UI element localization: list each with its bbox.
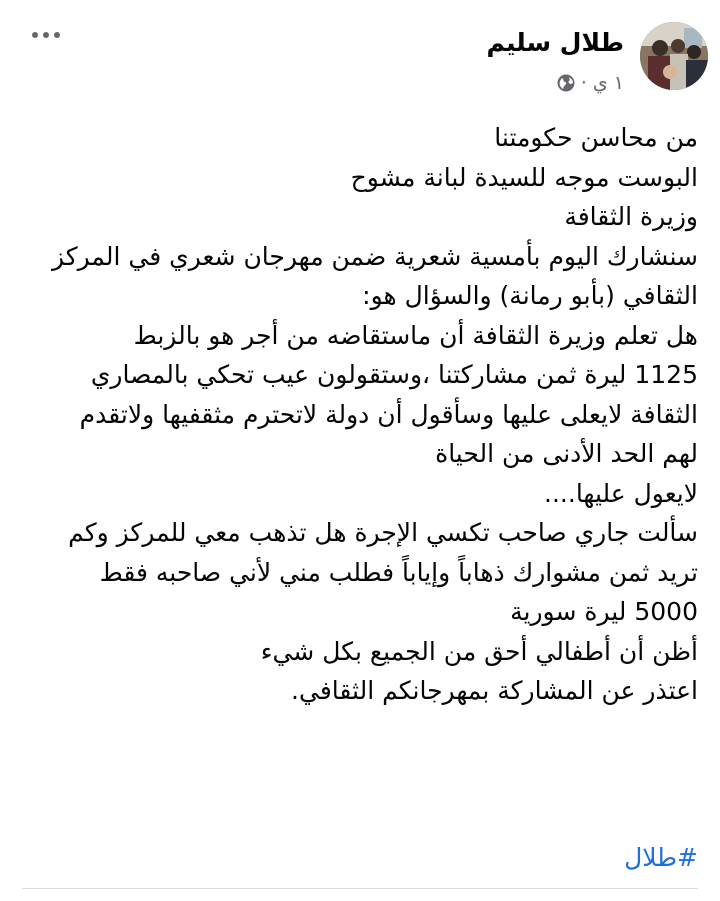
globe-icon — [557, 74, 575, 92]
post-line: تريد ثمن مشوارك ذهاباً وإياباً فطلب مني لأني صاحبه فقط — [99, 557, 698, 587]
post-line: هل تعلم وزيرة الثقافة أن ماستقاضه من أجر هو بالزبط — [133, 320, 698, 350]
post-line: من محاسن حكومتنا — [494, 123, 698, 152]
post-line: أظن أن أطفالي أحق من الجميع بكل شيء — [260, 636, 698, 666]
post-line: لايعول عليها.... — [544, 478, 698, 508]
post-time[interactable]: ١ ي — [592, 72, 624, 94]
more-horizontal-icon[interactable] — [32, 32, 60, 38]
post-body — [22, 118, 698, 711]
avatar-photo — [640, 22, 708, 90]
author-name[interactable]: طلال سليم — [486, 28, 624, 57]
post-line: سنشارك اليوم بأمسية شعرية ضمن مهرجان شعري في المركز — [51, 241, 698, 271]
post-header — [0, 10, 720, 94]
post-meta — [557, 72, 624, 94]
post-line: الثقافة لايعلى عليها وسأقول أن دولة لاتحترم مثقفيها ولاتقدم — [79, 399, 698, 429]
post-line: سألت جاري صاحب تكسي الإجرة هل تذهب معي للمركز وكم — [68, 518, 698, 547]
post-line: 5000 ليرة سورية — [510, 597, 698, 626]
post-line: لهم الحد الأدنى من الحياة — [435, 439, 698, 468]
post-line: الثقافي (بأبو رمانة) والسؤال هو: — [362, 281, 698, 310]
author-avatar[interactable] — [640, 22, 708, 90]
divider — [22, 888, 698, 889]
post-line: اعتذر عن المشاركة بمهرجانكم الثقافي. — [291, 676, 698, 705]
meta-separator: · — [580, 72, 587, 94]
post-line: 1125 ليرة ثمن مشاركتنا ،وستقولون عيب تحكي بالمصاري — [90, 360, 698, 389]
post-line: وزيرة الثقافة — [564, 202, 698, 231]
post-line: البوست موجه للسيدة لبانة مشوح — [350, 162, 698, 192]
hashtag-link[interactable]: #طلال — [624, 843, 698, 872]
